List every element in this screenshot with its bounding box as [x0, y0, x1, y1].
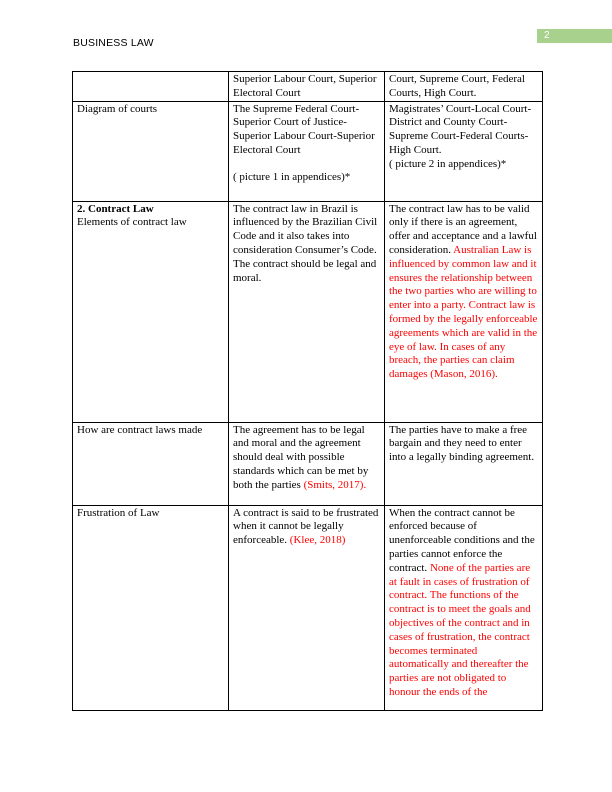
cell-text: A contract is said to be frustrated when it cannot be legally enforceable. — [233, 506, 379, 547]
table-row — [73, 101, 543, 201]
table-cell — [229, 201, 385, 422]
table-row — [73, 201, 543, 422]
table-cell — [229, 101, 385, 201]
section-heading: 2. Contract Law — [77, 202, 154, 215]
table-cell — [385, 505, 543, 710]
table-cell — [73, 72, 229, 102]
row-label: How are contract laws made — [77, 423, 203, 436]
table-cell — [73, 422, 229, 505]
appendix-note: ( picture 2 in appendices)* — [389, 157, 507, 170]
cell-text: When the contract cannot be enforced because of unenforceable conditions and the parties cannot enforce the contract. — [389, 506, 535, 574]
table-row — [73, 72, 543, 102]
comparison-table — [72, 71, 543, 711]
table-cell — [385, 422, 543, 505]
cell-text: The parties have to make a free bargain and they need to enter into a legally binding agreement. — [389, 423, 535, 464]
table-cell — [385, 201, 543, 422]
row-label: Elements of contract law — [77, 216, 187, 229]
cell-text: The agreement has to be legal and moral and the agreement should deal with possible standards which can be met by both the parties — [233, 423, 369, 491]
cell-text: Magistrates’ Court-Local Court- District and County Court-Supreme Court-Federal Courts- High Court. — [389, 102, 532, 156]
table-row — [73, 505, 543, 710]
cell-text: Superior Labour Court, Superior Electoral Court — [233, 73, 377, 99]
cell-text: The Supreme Federal Court-Superior Court of Justice-Superior Labour Court-Superior Electoral Court — [233, 102, 375, 156]
table-cell — [73, 201, 229, 422]
red-citation-text: Australian Law is influenced by common law and it ensures the relationship between the two parties who are willing to enter into a party. Contract law is formed by the legally enforceable agreements which are valid in the eye of law. In cases of any breach, the parties can claim damages (Mason, 2016). — [389, 243, 538, 381]
row-label: Frustration of Law — [77, 506, 160, 519]
appendix-note: ( picture 1 in appendices)* — [233, 170, 351, 183]
running-header: BUSINESS LAW — [73, 37, 154, 49]
table-cell — [385, 72, 543, 102]
table-cell — [229, 422, 385, 505]
red-citation-text: None of the parties are at fault in cases of frustration of contract. The functions of the contract is to meet the goals and objectives of the contract and in cases of frustration, the contract becomes terminated automatically and thereafter the parties are not obligated to honour the ends of the — [389, 561, 531, 698]
row-label: Diagram of courts — [77, 102, 158, 115]
red-citation-text: (Smits, 2017). — [300, 478, 367, 491]
table-cell — [229, 505, 385, 710]
table-cell — [73, 505, 229, 710]
cell-text: The contract law has to be valid only if there is an agreement, offer and acceptance and a lawful consideration. — [389, 202, 537, 256]
red-citation-text: (Klee, 2018) — [287, 534, 346, 547]
table-cell — [229, 72, 385, 102]
cell-text: Court, Supreme Court, Federal Courts, High Court. — [389, 73, 525, 99]
table-row — [73, 422, 543, 505]
table-cell — [73, 101, 229, 201]
page-number-badge: 2 — [537, 29, 612, 43]
table-cell — [385, 101, 543, 201]
cell-text: The contract law in Brazil is influenced by the Brazilian Civil Code and it also takes into consideration Consumer’s Code. The contract should be legal and moral. — [233, 202, 378, 284]
